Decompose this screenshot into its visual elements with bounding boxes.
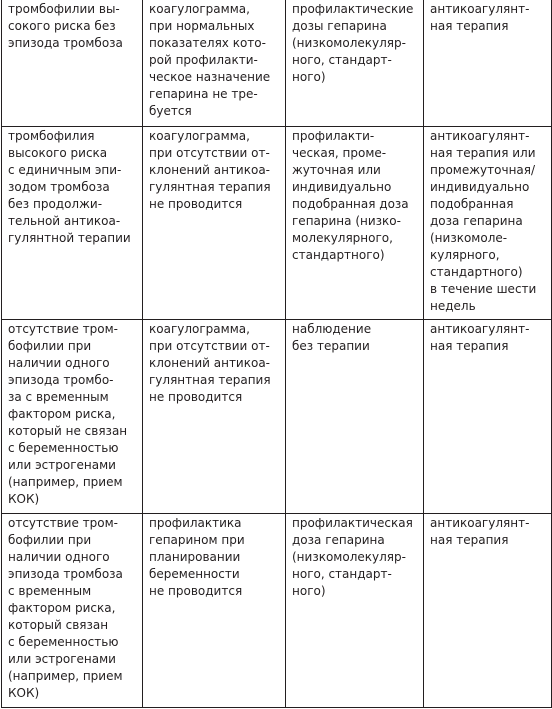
table-cell: отсутствие тром- бофилии при наличии одного эпизода тромбо- за с временным фактором риска, который не связан с беременностью или эстрогенами (например, прием КОК)	[2, 319, 143, 513]
table-cell: антикоагулянт- ная терапия	[424, 513, 552, 707]
table-cell: антикоагулянт- ная терапия	[424, 0, 552, 126]
table-cell: коагулограмма, при отсутствии от- клонений антикоа- гулянтная терапия не проводится	[143, 126, 286, 319]
table-row	[2, 513, 552, 707]
table-cell: коагулограмма, при нормальных показателях кото- рой профилакти- ческое назначение гепарина не тре- буется	[143, 0, 286, 126]
table-cell: профилактическая доза гепарина (низкомолекуляр- ного, стандарт- ного)	[286, 513, 424, 707]
table-cell: антикоагулянт- ная терапия или промежуточная/ индивидуально подобранная доза гепарина (низкомоле- кулярного, стандартного) в течение шести недель	[424, 126, 552, 319]
table-cell: коагулограмма, при отсутствии от- клонений антикоа- гулянтная терапия не проводится	[143, 319, 286, 513]
treatment-table	[1, 0, 552, 708]
table-cell: тромбофилия высокого риска с единичным эпи- зодом тромбоза без продолжи- тельной антикоа- гулянтной терапии	[2, 126, 143, 319]
table-row	[2, 126, 552, 319]
table-cell: отсутствие тром- бофилии при наличии одного эпизода тромбоза с временным фактором риска, который связан с беременностью или эстрогенами (например, прием КОК)	[2, 513, 143, 707]
table-cell: профилактические дозы гепарина (низкомолекуляр- ного, стандарт- ного)	[286, 0, 424, 126]
table-cell: наблюдение без терапии	[286, 319, 424, 513]
table-cell: тромбофилии вы- сокого риска без эпизода тромбоза	[2, 0, 143, 126]
table-cell: профилакти- ческая, проме- жуточная или индивидуально подобранная доза гепарина (низко- молекулярного, стандартного)	[286, 126, 424, 319]
table-row	[2, 0, 552, 126]
table-cell: антикоагулянт- ная терапия	[424, 319, 552, 513]
table-cell: профилактика гепарином при планировании беременности не проводится	[143, 513, 286, 707]
table-row	[2, 319, 552, 513]
